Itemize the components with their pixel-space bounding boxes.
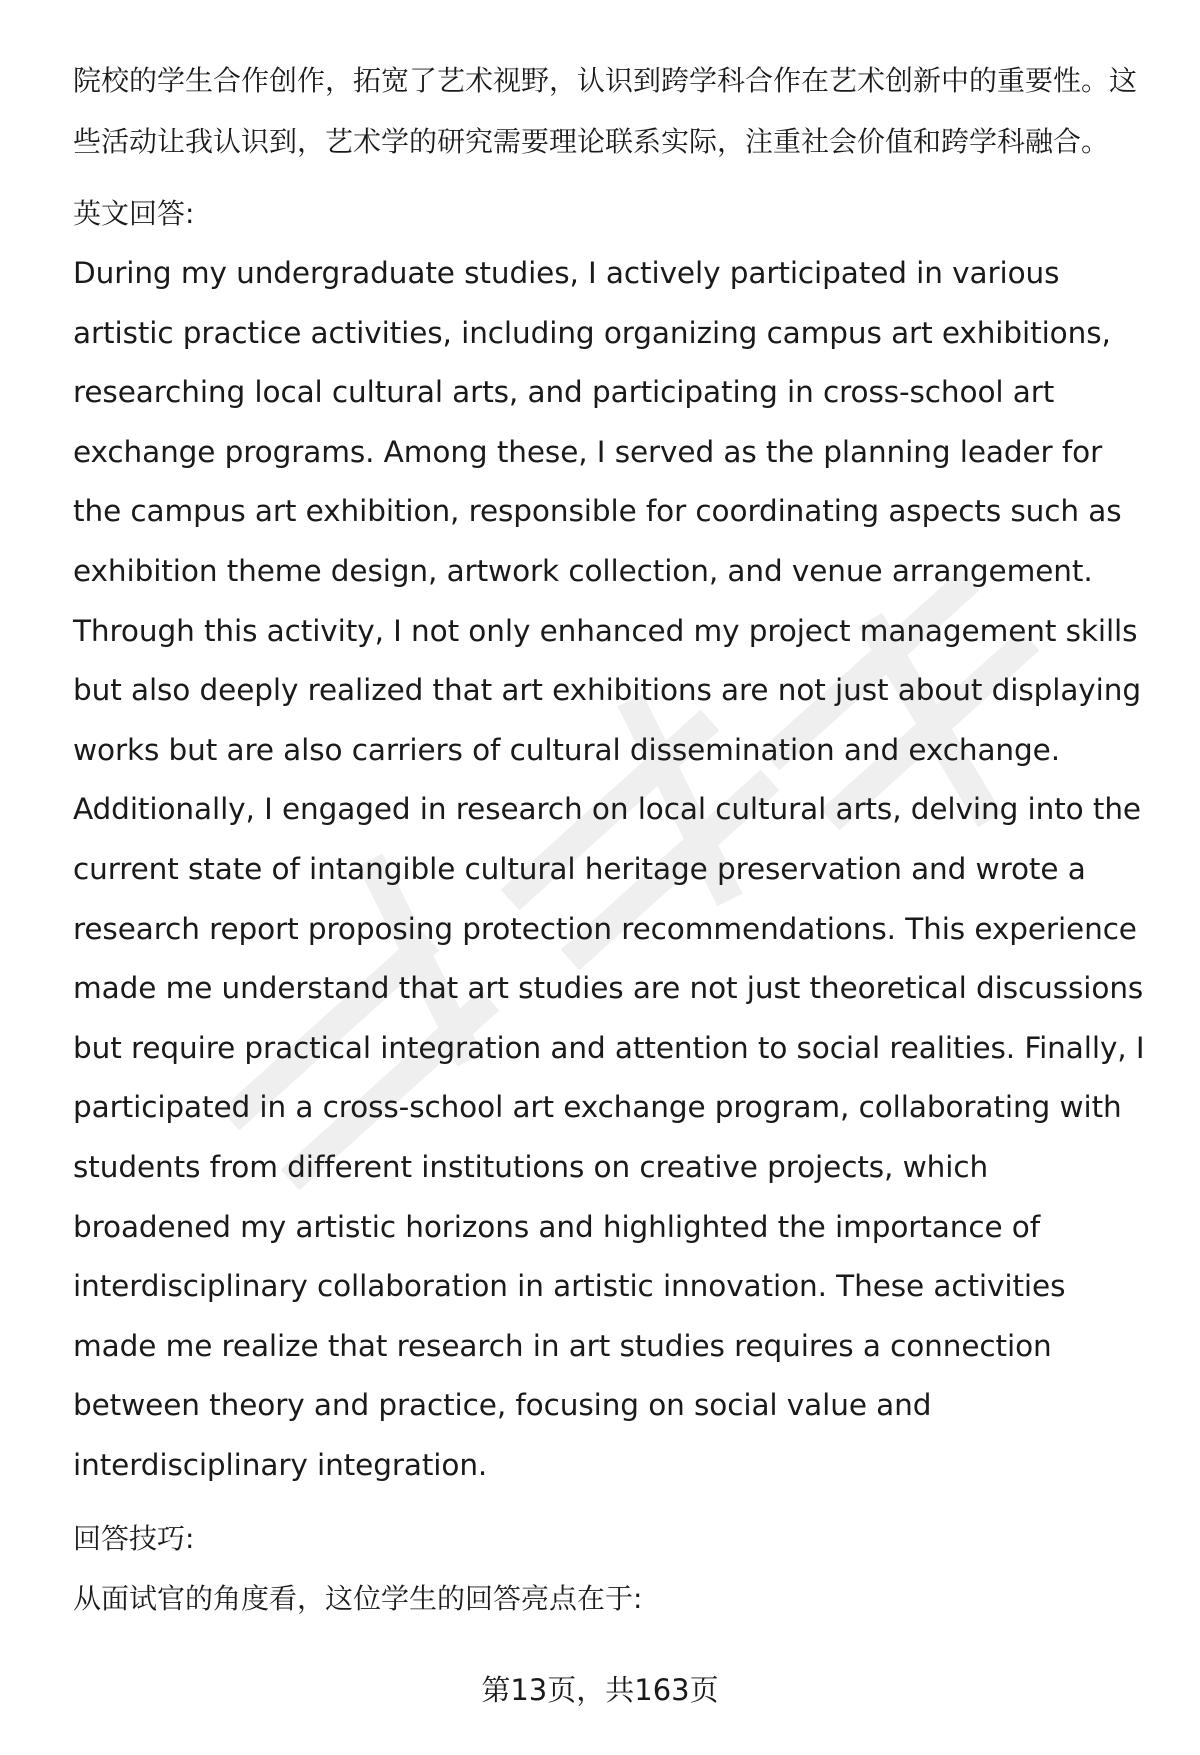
chinese-continuation-paragraph: 院校的学生合作创作，拓宽了艺术视野，认识到跨学科合作在艺术创新中的重要性。这些活动让我认识到，艺术学的研究需要理论联系实际，注重社会价值和跨学科融合。 <box>73 64 1138 158</box>
english-answer-paragraph: During my undergraduate studies, I actively participated in various artistic practice activities, including organizing campus art exhibitions, researching local cultural arts, and participating in cross-school art exchange programs. Among these, I served as the planning leader for the campus art exhibition, responsible for coordinating aspects such as exhibition theme design, artwork collection, and venue arrangement. Through this activity, I not only enhanced my project management skills but also deeply realized that art exhibitions are not just about displaying works but are also carriers of cultural dissemination and exchange. Additionally, I engaged in research on local cultural arts, delving into the current state of intangible cultural heritage preservation and wrote a research report proposing protection recommendations. This experience made me understand that art studies are not just theoretical discussions but require practical integration and attention to social realities. Finally, I participated in a cross-school art exchange program, collaborating with students from different institutions on creative projects, which broadened my artistic horizons and highlighted the importance of interdisciplinary collaboration in artistic innovation. These activities made me realize that research in art studies requires a connection between theory and practice, focusing on social value and interdisciplinary integration. <box>73 256 1145 1482</box>
content-column <box>73 50 1148 1629</box>
answer-tips-intro: 从面试官的角度看，这位学生的回答亮点在于: <box>73 1582 643 1616</box>
page-footer: 第13页，共163页 <box>481 1673 719 1707</box>
answer-tips-heading: 回答技巧: <box>73 1522 195 1556</box>
english-answer-heading: 英文回答: <box>73 197 195 230</box>
